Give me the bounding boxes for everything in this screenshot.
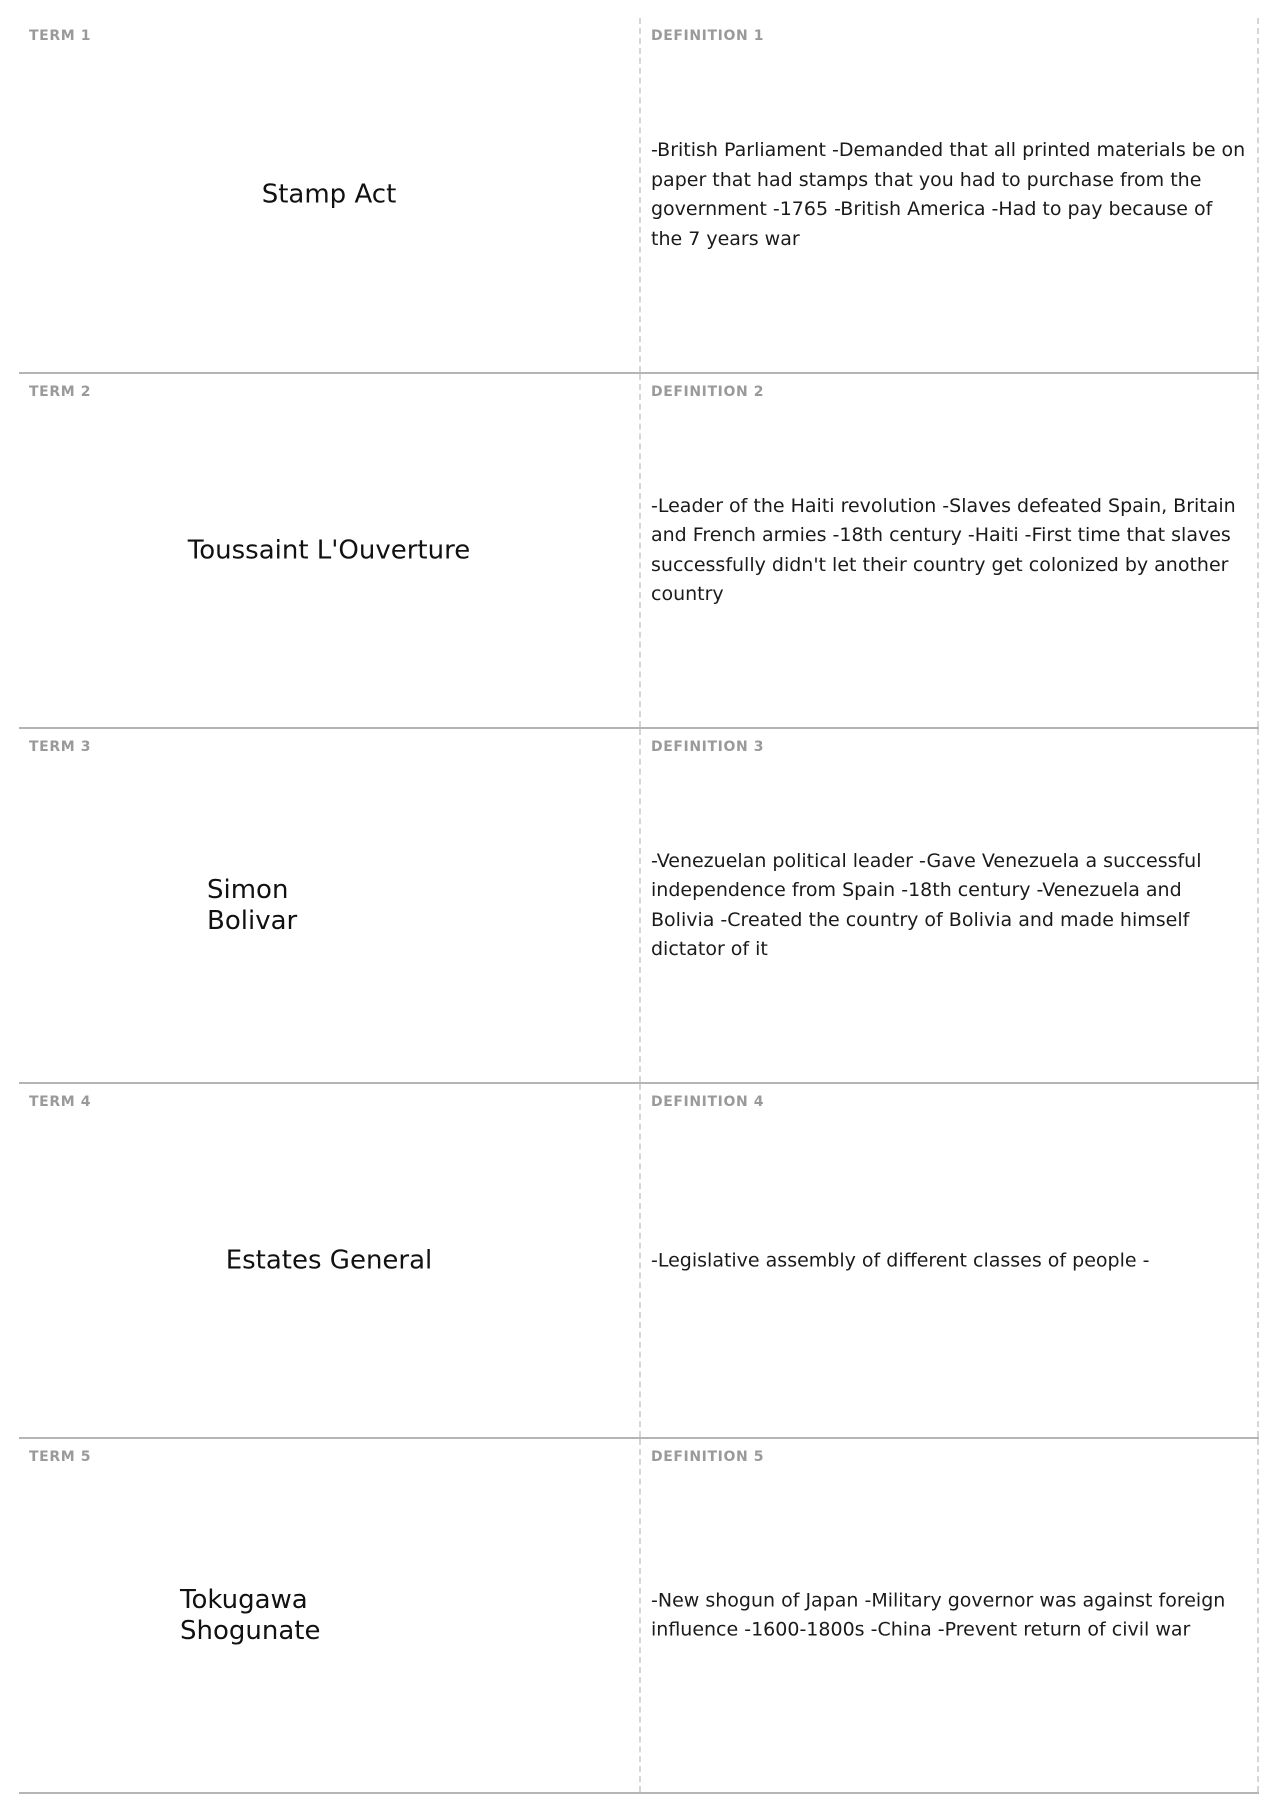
term-cell — [19, 729, 639, 1082]
definition-cell — [639, 18, 1259, 372]
definition-text: -British Parliament -Demanded that all printed materials be on paper that had stamps that you had to purchase from the government -1765 -British America -Had to pay because of the 7 years war — [651, 139, 1246, 250]
definition-cell — [639, 1084, 1259, 1437]
flashcard-row — [19, 18, 1259, 374]
term-text: Tokugawa Shogunate — [180, 1584, 321, 1646]
flashcard-row — [19, 729, 1259, 1084]
term-label: TERM 5 — [29, 1449, 92, 1465]
term-label: TERM 4 — [29, 1094, 92, 1110]
flashcard-sheet — [19, 18, 1259, 1794]
term-label: TERM 1 — [29, 28, 92, 44]
flashcard-row — [19, 1084, 1259, 1439]
term-cell — [19, 18, 639, 372]
definition-label: DEFINITION 5 — [651, 1449, 765, 1465]
definition-cell — [639, 729, 1259, 1082]
definition-cell — [639, 374, 1259, 727]
definition-label: DEFINITION 1 — [651, 28, 765, 44]
term-cell — [19, 1084, 639, 1437]
term-text: Stamp Act — [261, 179, 397, 210]
term-text: Toussaint L'Ouverture — [187, 535, 471, 565]
term-text: Estates General — [225, 1245, 433, 1275]
definition-label: DEFINITION 3 — [651, 739, 765, 755]
definition-cell — [639, 1439, 1259, 1792]
definition-label: DEFINITION 4 — [651, 1094, 765, 1110]
definition-text: -Legislative assembly of different classes of people - — [651, 1248, 1150, 1271]
definition-text: -Leader of the Haiti revolution -Slaves defeated Spain, Britain and French armies -18th century -Haiti -First time that slaves successfully didn't let their country get colonized by another country — [651, 494, 1236, 605]
flashcard-row — [19, 374, 1259, 729]
term-label: TERM 3 — [29, 739, 92, 755]
term-text: Simon Bolivar — [207, 874, 298, 936]
definition-text: -New shogun of Japan -Military governor was against foreign influence -1600-1800s -China -Prevent return of civil war — [651, 1589, 1226, 1641]
term-label: TERM 2 — [29, 384, 92, 400]
flashcard-row — [19, 1439, 1259, 1794]
term-cell — [19, 1439, 639, 1792]
definition-label: DEFINITION 2 — [651, 384, 765, 400]
definition-text: -Venezuelan political leader -Gave Venezuela a successful independence from Spain -18th century -Venezuela and Bolivia -Created the country of Bolivia and made himself dictator of it — [651, 849, 1202, 960]
term-cell — [19, 374, 639, 727]
